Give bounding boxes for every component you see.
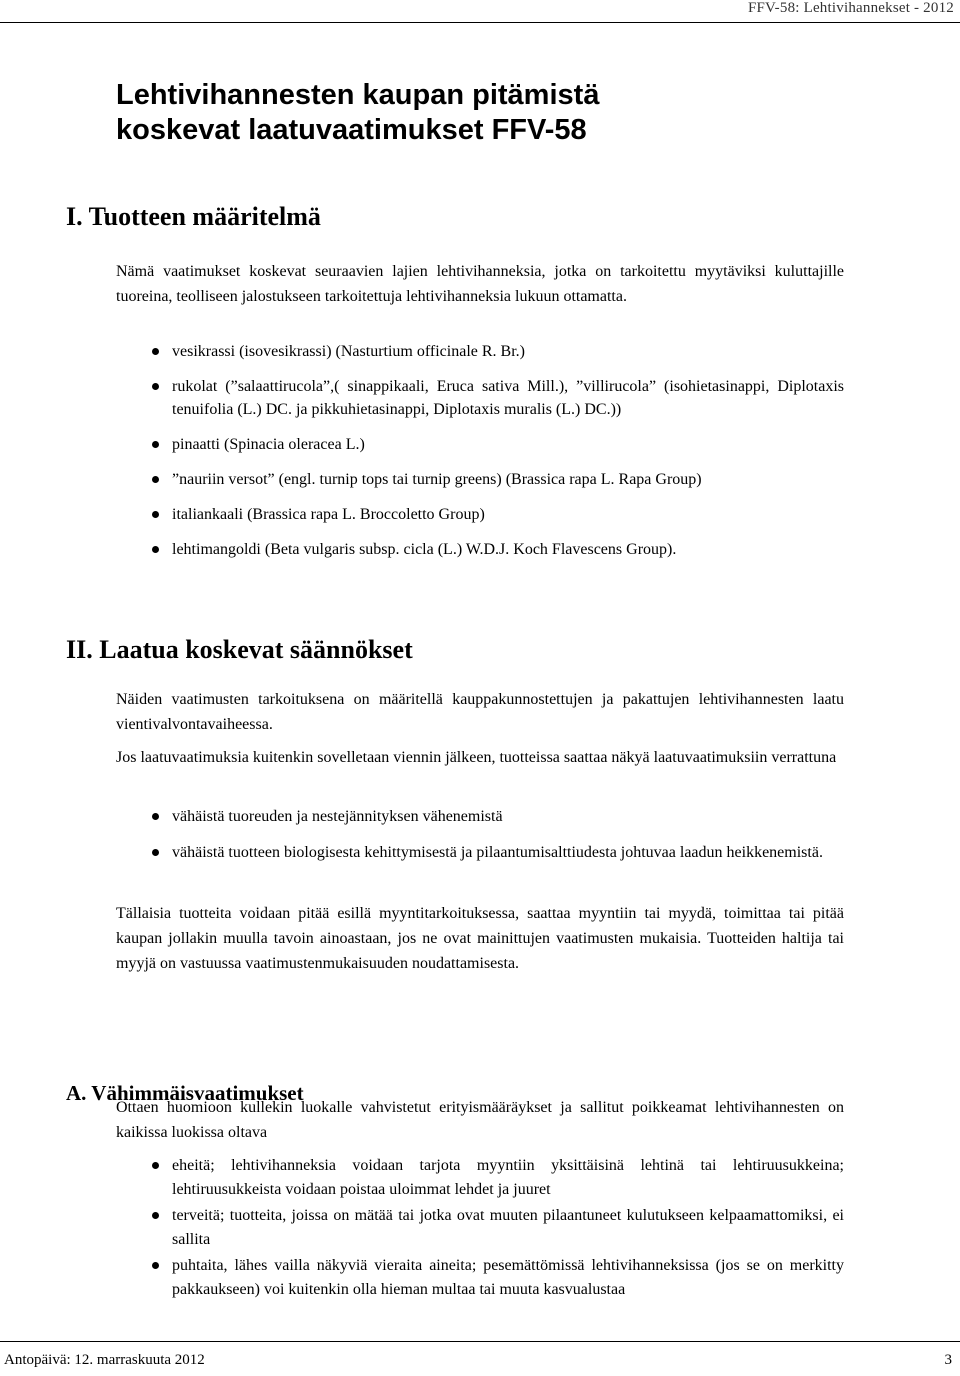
bullet-icon — [152, 813, 159, 820]
product-species-list — [116, 340, 844, 561]
document-title — [116, 78, 876, 148]
bullet-icon — [152, 476, 159, 483]
footer-divider — [0, 1341, 960, 1342]
list-item-text: vähäistä tuotteen biologisesta kehittymisestä ja pilaantumisalttiudesta johtuvaa laadun heikkenemistä. — [172, 844, 823, 861]
list-item — [116, 433, 844, 456]
list-item-text: terveitä; tuotteita, joissa on mätää tai jotka ovat muuten pilaantuneet kulutukseen kelpaamattomiksi, ei sallita — [172, 1207, 844, 1248]
list-item-text: lehtimangoldi (Beta vulgaris subsp. cicla (L.) W.D.J. Koch Flavescens Group). — [172, 541, 677, 558]
minimum-requirements-list — [116, 1154, 844, 1302]
running-header: FFV-58: Lehtivihannekset - 2012 — [747, 0, 954, 16]
list-item-text: ”nauriin versot” (engl. turnip tops tai turnip greens) (Brassica rapa L. Rapa Group) — [172, 471, 702, 488]
section-2-heading: II. Laatua koskevat säännökset — [66, 635, 413, 664]
bullet-icon — [152, 849, 159, 856]
section-a-heading: A. Vähimmäisvaatimukset — [66, 1081, 304, 1105]
list-item-text: vähäistä tuoreuden ja nestejännityksen vähenemistä — [172, 808, 503, 825]
bullet-icon — [152, 1262, 159, 1269]
list-item — [116, 375, 844, 421]
list-item — [116, 1204, 844, 1252]
footer-date: Antopäivä: 12. marraskuuta 2012 — [4, 1352, 205, 1368]
list-item — [116, 1154, 844, 1202]
section-2-paragraph-3: Tällaisia tuotteita voidaan pitää esillä myyntitarkoituksessa, saattaa myyntiin tai myydä, toimittaa tai pitää kaupan jollakin muulla tavoin ainoastaan, jos ne ovat mainittujen vaatimusten mukaisia. Tuotteiden haltija tai myyjä on vastuussa vaatimustenmukaisuuden noudattamisesta. — [116, 905, 844, 972]
section-1-intro: Nämä vaatimukset koskevat seuraavien lajien lehtivihanneksia, jotka on tarkoitettu myytäviksi kuluttajille tuoreina, teolliseen jalostukseen tarkoitettuja lehtivihanneksia lukuun ottamatta. — [116, 263, 844, 305]
list-item — [116, 340, 844, 363]
quality-deviation-list — [116, 804, 844, 865]
page-number: 3 — [944, 1352, 952, 1368]
list-item-text: rukolat (”salaattirucola”,( sinappikaali, Eruca sativa Mill.), ”villirucola” (isohietasinappi, Diplotaxis tenuifolia (L.) DC. ja pikkuhietasinappi, Diplotaxis muralis (L.) DC.)) — [172, 378, 844, 418]
bullet-icon — [152, 546, 159, 553]
bullet-icon — [152, 1212, 159, 1219]
list-item-text: vesikrassi (isovesikrassi) (Nasturtium officinale R. Br.) — [172, 343, 525, 360]
list-item — [116, 804, 844, 829]
list-item — [116, 538, 844, 561]
section-a-intro: Ottaen huomioon kullekin luokalle vahvistetut erityismääräykset ja sallitut poikkeamat lehtivihannesten on kaikissa luokissa oltava — [116, 1099, 844, 1141]
bullet-icon — [152, 441, 159, 448]
list-item-text: puhtaita, lähes vailla näkyviä vieraita aineita; pesemättömissä lehtivihanneksissa (jos se on merkitty pakkaukseen) voi kuitenkin olla hieman multaa tai muuta kasvualustaa — [172, 1257, 844, 1298]
list-item-text: eheitä; lehtivihanneksia voidaan tarjota myyntiin yksittäisinä lehtinä tai lehtiruusukkeina; lehtiruusukkeista voidaan poistaa uloimmat lehdet ja juuret — [172, 1157, 844, 1198]
list-item — [116, 1254, 844, 1302]
list-item — [116, 840, 844, 865]
bullet-icon — [152, 348, 159, 355]
section-1-heading: I. Tuotteen määritelmä — [66, 202, 321, 231]
bullet-icon — [152, 511, 159, 518]
section-2-paragraph-2: Jos laatuvaatimuksia kuitenkin sovelletaan viennin jälkeen, tuotteissa saattaa näkyä laatuvaatimuksiin verrattuna — [116, 749, 837, 766]
list-item — [116, 503, 844, 526]
section-2-paragraph-1: Näiden vaatimusten tarkoituksena on määritellä kauppakunnostettujen ja pakattujen lehtivihannesten laatu vientivalvontavaiheessa. — [116, 691, 844, 733]
bullet-icon — [152, 1162, 159, 1169]
document-title-line-2: koskevat laatuvaatimukset FFV-58 — [116, 114, 587, 146]
list-item-text: pinaatti (Spinacia oleracea L.) — [172, 436, 365, 453]
bullet-icon — [152, 383, 159, 390]
header-divider — [0, 22, 960, 23]
list-item — [116, 468, 844, 491]
document-title-line-1: Lehtivihannesten kaupan pitämistä — [116, 79, 600, 111]
list-item-text: italiankaali (Brassica rapa L. Broccoletto Group) — [172, 506, 485, 523]
